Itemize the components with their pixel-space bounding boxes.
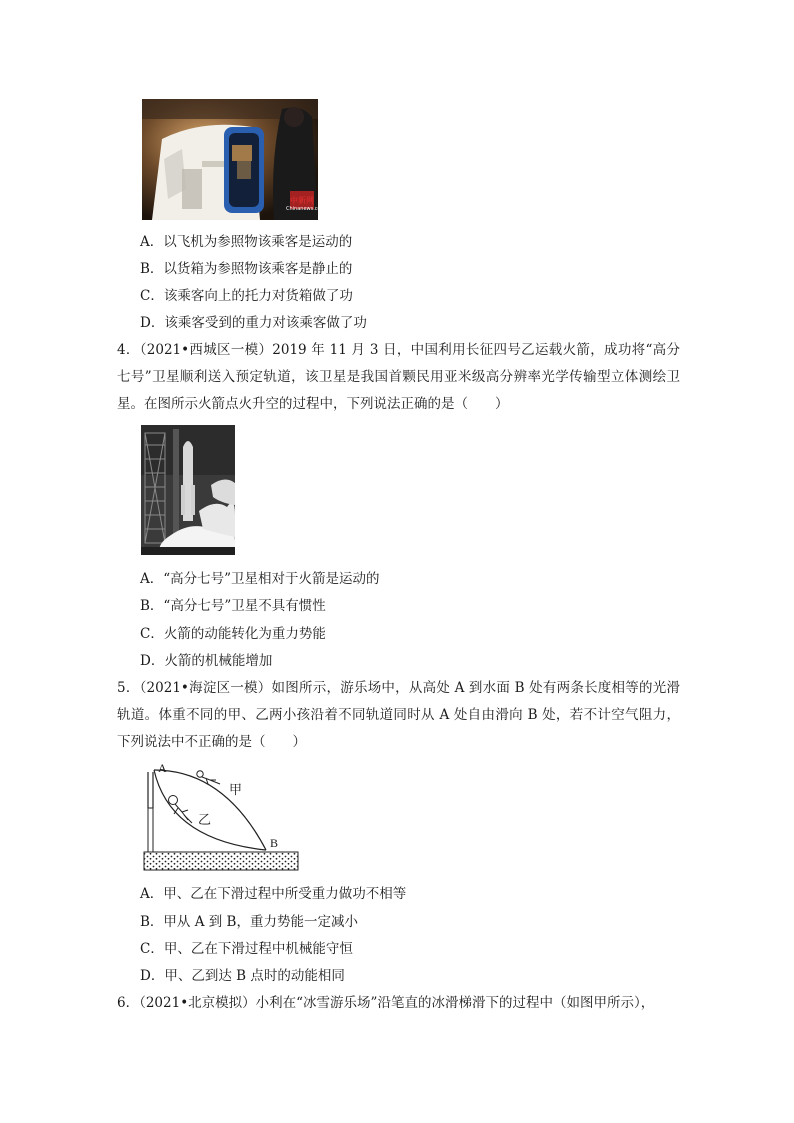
q6-stem: 6．（2021•北京模拟）小利在“冰雪游乐场”沿笔直的冰滑梯滑下的过程中（如图甲所示）， (117, 995, 655, 1011)
label-yi: 乙 (198, 813, 212, 828)
q5-option-c: C．甲、乙在下滑过程中机械能守恒 (140, 941, 353, 957)
q3-option-c: C．该乘客向上的托力对货箱做了功 (140, 288, 353, 304)
label-a: A (158, 761, 167, 775)
slide-diagram (140, 760, 304, 876)
q4-option-d: D．火箭的机械能增加 (140, 653, 273, 669)
q4-stem: 4．（2021•西城区一模）2019 年 11 月 3 日，中国利用长征四号乙运载火箭，成功将“高分七号”卫星顺利送入预定轨道，该卫星是我国首颗民用亚米级高分辨率光学传输型立体测绘卫星。在图所示火箭点火升空的过程中，下列说法正确的是（ ） (117, 342, 680, 412)
q5-option-a: A．甲、乙在下滑过程中所受重力做功不相等 (140, 886, 407, 902)
q5-stem: 5．（2021•海淀区一模）如图所示，游乐场中，从高处 A 到水面 B 处有两条长度相等的光滑轨道。体重不同的甲、乙两小孩沿着不同轨道同时从 A 处自由滑向 B 处，若不计空气阻力，下列说法中不正确的是（ ） (117, 680, 680, 750)
q5-option-b: B．甲从 A 到 B，重力势能一定减小 (140, 914, 358, 930)
label-b: B (270, 836, 279, 850)
airplane-cargo-photo (142, 99, 326, 220)
q3-option-b: B．以货箱为参照物该乘客是静止的 (140, 261, 353, 277)
photo-watermark: 中新网 Chinanews.com (286, 196, 326, 212)
q4-option-b: B．“高分七号”卫星不具有惯性 (140, 598, 326, 614)
q4-option-a: A．“高分七号”卫星相对于火箭是运动的 (140, 571, 380, 587)
label-jia: 甲 (229, 783, 243, 798)
q5-option-d: D．甲、乙到达 B 点时的动能相同 (140, 968, 345, 984)
q3-option-d: D．该乘客受到的重力对该乘客做了功 (140, 315, 367, 331)
rocket-launch-photo (141, 425, 235, 555)
q4-option-c: C．火箭的动能转化为重力势能 (140, 626, 326, 642)
q3-option-a: A．以飞机为参照物该乘客是运动的 (140, 234, 353, 250)
